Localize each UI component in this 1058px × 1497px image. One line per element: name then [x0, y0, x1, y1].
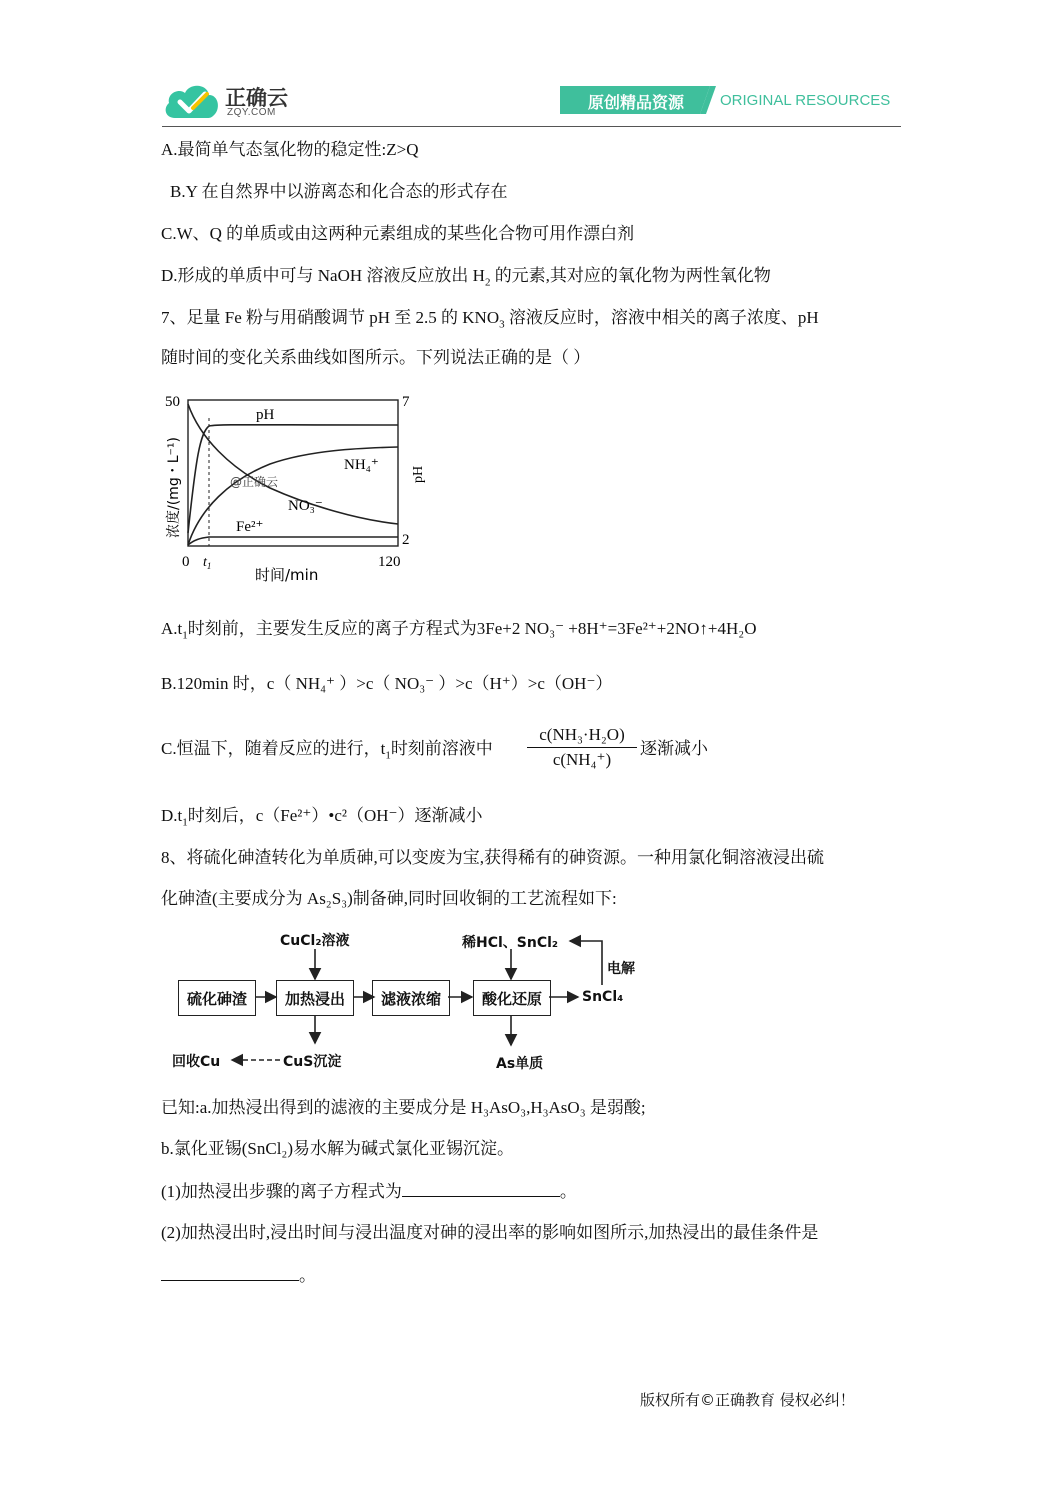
banner: [560, 86, 900, 114]
q7-option-b: B.120min 时，c（ NH₄⁺ ）>c（ NO₃⁻ ）>c（H⁺）>c（OH⁻）: [161, 674, 613, 693]
flow-as-element: As单质: [496, 1056, 544, 1072]
fe2-curve: [188, 537, 398, 545]
q8-sub2-answer: [161, 1264, 316, 1287]
flow-box-concentrate: 滤液浓缩: [372, 980, 450, 1016]
q7-chart: [160, 388, 430, 588]
x-t1-text: t: [203, 555, 207, 570]
x-t1-label: [203, 555, 211, 571]
series-label-no3: NO₃⁻: [288, 498, 323, 514]
q6-option-b: B.Y 在自然界中以游离态和化合态的形式存在: [170, 182, 508, 201]
q7-stem-sub: 3: [499, 318, 505, 331]
q7-a-sub: 1: [182, 629, 188, 642]
logo-cn: 正确云: [225, 87, 288, 110]
logo-en: ZQY.COM: [227, 107, 276, 118]
logo: [163, 80, 293, 122]
flow-output-sncl4: SnCl₄: [582, 989, 624, 1005]
banner-en: ORIGINAL RESOURCES: [720, 92, 891, 109]
q7-stem-2: 随时间的变化关系曲线如图所示。下列说法正确的是（ ）: [161, 348, 591, 367]
q7-c-text-3: 逐渐减小: [640, 739, 708, 758]
y-left-axis-label: 浓度/(mg・L⁻¹): [166, 437, 182, 538]
q6-option-a: A.最简单气态氢化物的稳定性:Z>Q: [161, 140, 419, 159]
fraction-denominator: c(NH₄⁺): [552, 750, 612, 769]
q7-stem-text: 7、足量 Fe 粉与用硝酸调节 pH 至 2.5 的 KNO: [161, 308, 500, 327]
flow-electrolysis: 电解: [607, 961, 635, 977]
q7-option-a: [161, 618, 757, 646]
flow-input-cucl2: CuCl₂溶液: [280, 933, 350, 949]
q7-option-c: [161, 738, 493, 766]
q6-d-text: D.形成的单质中可与 NaOH 溶液反应放出 H: [161, 266, 485, 285]
q8-sub2: (2)加热浸出时,浸出时间与浸出温度对砷的浸出率的影响如图所示,加热浸出的最佳条件是: [161, 1223, 819, 1242]
q7-c-fraction: [527, 723, 637, 772]
x-t1-sub: 1: [206, 561, 212, 571]
series-label-ph: pH: [256, 407, 275, 423]
q8-sub1-text: (1)加热浸出步骤的离子方程式为: [161, 1182, 402, 1201]
q8-sub1: [161, 1180, 577, 1203]
q7-stem-text-2: 溶液反应时，溶液中相关的离子浓度、pH: [504, 308, 819, 327]
q8-sub2-end: 。: [299, 1266, 316, 1285]
q8-stem-1: 8、将硫化砷渣转化为单质砷,可以变废为宝,获得稀有的砷资源。一种用氯化铜溶液浸出硫: [161, 848, 824, 867]
q7-d-sub: 1: [182, 816, 188, 829]
flow-input-hcl-sncl2: 稀HCl、SnCl₂: [462, 935, 559, 951]
answer-blank-1[interactable]: [402, 1180, 560, 1197]
chart-watermark: @正确云: [230, 475, 279, 489]
x-end-label: 120: [378, 554, 401, 570]
flow-box-reduce: 酸化还原: [473, 980, 551, 1016]
q7-option-d: [161, 805, 483, 833]
y-right-axis-label: pH: [411, 465, 426, 483]
q7-c-text-2: 时刻前溶液中: [390, 739, 493, 758]
q7-chart-svg: [160, 388, 430, 588]
q6-d-text-2: 的元素,其对应的氧化物为两性氧化物: [490, 266, 771, 285]
q7-c-sub: 1: [385, 749, 391, 762]
series-label-fe2: Fe²⁺: [236, 519, 264, 535]
header-rule: [162, 126, 901, 127]
q6-d-sub: 2: [484, 276, 491, 289]
q6-option-d: [161, 265, 771, 293]
q8-known-a: 已知:a.加热浸出得到的滤液的主要成分是 H₃AsO₃,H₃AsO₃ 是弱酸;: [161, 1098, 646, 1117]
footer-copyright: 版权所有©正确教育 侵权必纠！: [640, 1391, 855, 1409]
logo-cloud-icon: [163, 80, 221, 122]
flow-box-leach: 加热浸出: [276, 980, 354, 1016]
q8-flowchart: [170, 925, 650, 1085]
q8-known-b: b.氯化亚锡(SnCl₂)易水解为碱式氯化亚锡沉淀。: [161, 1139, 515, 1158]
ph-curve: [188, 425, 398, 533]
y-left-top-label: 50: [165, 394, 180, 410]
y-right-bottom-label: 2: [402, 532, 410, 548]
q7-stem-1: [161, 307, 819, 335]
flow-recover-cu: 回收Cu: [172, 1054, 221, 1070]
q7-d-text: D.t: [161, 806, 183, 825]
y-right-top-label: 7: [402, 394, 410, 410]
q7-a-text: A.t: [161, 619, 183, 638]
flow-cus-precipitate: CuS沉淀: [283, 1054, 342, 1070]
q7-d-text-2: 时刻后，c（Fe²⁺）•c²（OH⁻）逐渐减小: [187, 806, 483, 825]
q8-sub1-end: 。: [559, 1182, 577, 1201]
x-origin-label: 0: [182, 554, 190, 570]
answer-blank-2[interactable]: [161, 1264, 299, 1281]
x-axis-label: 时间/min: [255, 566, 319, 584]
q6-option-c: C.W、Q 的单质或由这两种元素组成的某些化合物可用作漂白剂: [161, 224, 635, 243]
q7-a-text-2: 时刻前，主要发生反应的离子方程式为3Fe+2 NO₃⁻ +8H⁺=3Fe²⁺+2NO↑+4H₂O: [187, 619, 757, 638]
flow-box-raw: 硫化砷渣: [178, 980, 256, 1016]
series-label-nh4: NH₄⁺: [344, 457, 379, 473]
q8-stem-2: 化砷渣(主要成分为 As₂S₃)制备砷,同时回收铜的工艺流程如下:: [161, 889, 617, 908]
banner-cn: 原创精品资源: [588, 95, 685, 112]
fraction-numerator: c(NH₃·H₂O): [527, 723, 637, 748]
q7-c-text: C.恒温下，随着反应的进行，t: [161, 739, 386, 758]
chart-frame: [188, 400, 398, 546]
